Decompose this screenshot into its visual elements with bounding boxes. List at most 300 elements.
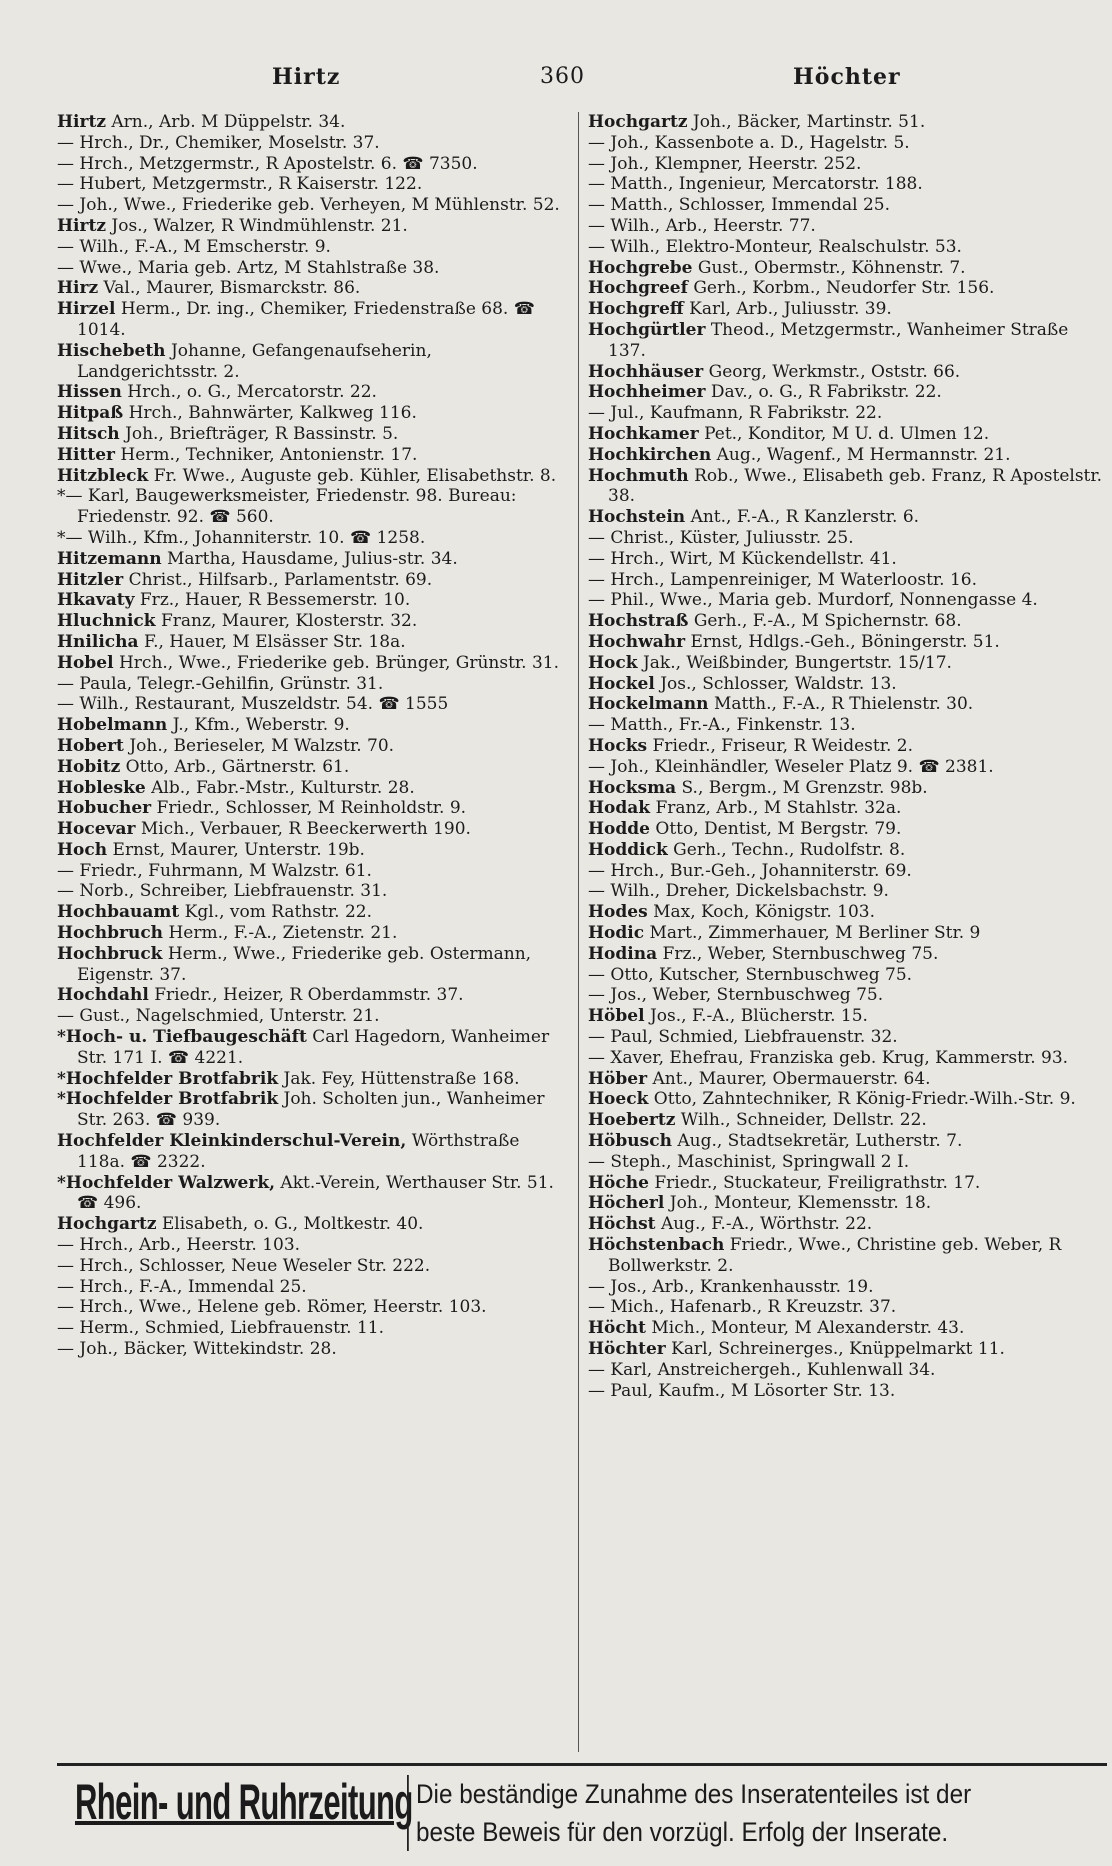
entry-details: — Joh., Bäcker, Wittekindstr. 28. [57, 1339, 337, 1360]
directory-entry [588, 216, 1108, 237]
entry-surname: Hodes [588, 902, 648, 923]
entry-surname: Hochbruck [57, 943, 163, 964]
entry-surname: Höcht [588, 1318, 646, 1339]
entry-surname: Hock [588, 652, 638, 673]
entry-details: Dav., o. G., R Fabrikstr. 22. [710, 382, 942, 403]
directory-entry [57, 424, 572, 445]
entry-details: — Herm., Schmied, Liebfrauenstr. 11. [57, 1318, 385, 1339]
directory-entry [588, 528, 1108, 549]
entry-surname: Hochdahl [57, 985, 149, 1006]
entry-surname: Hocks [588, 735, 648, 756]
entry-surname: Höchter [588, 1339, 666, 1360]
directory-entry [588, 382, 1108, 403]
entry-details: — Wilh., Arb., Heerstr. 77. [588, 215, 816, 236]
entry-surname: *Hochfelder Brotfabrik [57, 1068, 279, 1089]
entry-details: Aug., Stadtsekretär, Lutherstr. 7. [677, 1131, 963, 1152]
ad-brand: Rhein- und Ruhrzeitung [75, 1774, 413, 1830]
directory-entry [588, 819, 1108, 840]
directory-entry [57, 611, 572, 632]
entry-details: Franz, Arb., M Stahlstr. 32a. [655, 798, 902, 819]
directory-entry [57, 1318, 572, 1339]
header-left-keyword: Hirtz [272, 64, 341, 90]
directory-entry [57, 549, 572, 570]
directory-entry [57, 632, 572, 653]
entry-details: Georg, Werkmstr., Oststr. 66. [708, 361, 961, 382]
directory-entry [588, 861, 1108, 882]
directory-entry [57, 736, 572, 757]
entry-details: Mich., Monteur, M Alexanderstr. 43. [651, 1318, 965, 1339]
entry-details: — Paul, Schmied, Liebfrauenstr. 32. [588, 1027, 898, 1048]
directory-entry [57, 674, 572, 695]
entry-surname: Hobitz [57, 756, 121, 777]
entry-details: F., Hauer, M Elsässer Str. 18a. [143, 631, 406, 652]
entry-surname: Hodak [588, 798, 651, 819]
directory-entry [57, 902, 572, 923]
entry-details: Val., Maurer, Bismarckstr. 86. [103, 278, 361, 299]
directory-entry [57, 1173, 572, 1215]
entry-surname: Höber [588, 1068, 648, 1089]
ad-line-1: Die beständige Zunahme des Inseratenteiles ist der [416, 1779, 972, 1809]
directory-entry [588, 1381, 1108, 1402]
directory-entry [57, 715, 572, 736]
entry-details: — Paul, Kaufm., M Lösorter Str. 13. [588, 1380, 896, 1401]
directory-entry [57, 341, 572, 383]
entry-surname: Hobelmann [57, 715, 168, 736]
directory-entry [57, 174, 572, 195]
entry-details: Aug., Wagenf., M Hermannstr. 21. [716, 444, 1011, 465]
entry-details: Ernst, Hdlgs.-Geh., Böningerstr. 51. [690, 631, 1000, 652]
directory-entry [588, 466, 1108, 508]
entry-surname: Hocevar [57, 819, 136, 840]
directory-entry [57, 1256, 572, 1277]
entry-details: Pet., Konditor, M U. d. Ulmen 12. [704, 423, 990, 444]
directory-entry [588, 1152, 1108, 1173]
directory-entry [57, 445, 572, 466]
entry-details: Wilh., Schneider, Dellstr. 22. [680, 1110, 927, 1131]
entry-details: — Hrch., Dr., Chemiker, Moselstr. 37. [57, 132, 380, 153]
directory-entry [57, 258, 572, 279]
entry-surname: *Hochfelder Walzwerk, [57, 1172, 276, 1193]
directory-entry [588, 985, 1108, 1006]
directory-entry [588, 133, 1108, 154]
entry-surname: Hirtz [57, 112, 106, 132]
entry-surname: Hochbauamt [57, 902, 180, 923]
directory-entry [588, 1277, 1108, 1298]
entry-details: — Mich., Hafenarb., R Kreuzstr. 37. [588, 1297, 897, 1318]
directory-entry [57, 278, 572, 299]
directory-entry [588, 736, 1108, 757]
directory-entry [57, 590, 572, 611]
directory-entry [588, 1089, 1108, 1110]
entry-details: Kgl., vom Rathstr. 22. [184, 902, 372, 923]
entry-surname: Hochstein [588, 507, 686, 528]
entry-details: Frz., Hauer, R Bessemerstr. 10. [139, 590, 411, 611]
entry-surname: Hochgrebe [588, 257, 693, 278]
entry-surname: *Hochfelder Brotfabrik [57, 1089, 279, 1110]
directory-entry [57, 694, 572, 715]
entry-details: Matth., F.-A., R Thielenstr. 30. [713, 694, 974, 715]
directory-entry [588, 362, 1108, 383]
entry-details: — Norb., Schreiber, Liebfrauenstr. 31. [57, 881, 388, 902]
entry-details: Herm., Wwe., Friederike geb. Ostermann, Eigenstr. 37. [77, 943, 532, 985]
directory-entry [588, 507, 1108, 528]
entry-surname: Hirzel [57, 299, 116, 320]
entry-details: S., Bergm., M Grenzstr. 98b. [681, 777, 928, 798]
directory-entry [588, 112, 1108, 133]
directory-entry [588, 1297, 1108, 1318]
entry-details: — Joh., Kleinhändler, Weseler Platz 9. ☎ 2381. [588, 756, 994, 777]
entry-surname: Hirtz [57, 215, 106, 236]
entry-surname: Hochgreef [588, 278, 688, 299]
entry-surname: Hnilicha [57, 631, 139, 652]
entry-details: Friedr., Wwe., Christine geb. Weber, R Bollwerkstr. 2. [608, 1235, 1062, 1276]
directory-entry [57, 923, 572, 944]
directory-entry [588, 632, 1108, 653]
directory-entry [588, 570, 1108, 591]
entry-details: Carl Hagedorn, Wanheimer Str. 171 I. ☎ 4221. [77, 1027, 550, 1068]
entry-details: Jak., Weißbinder, Bungertstr. 15/17. [642, 652, 952, 673]
entry-details: — Wilh., Restaurant, Muszeldstr. 54. ☎ 1555 [57, 694, 449, 715]
entry-details: — Steph., Maschinist, Springwall 2 I. [588, 1151, 910, 1172]
entry-details: Friedr., Heizer, R Oberdammstr. 37. [154, 985, 464, 1006]
directory-entry [57, 1297, 572, 1318]
entry-surname: Hochhäuser [588, 361, 704, 382]
entry-details: Christ., Hilfsarb., Parlamentstr. 69. [128, 569, 433, 590]
entry-details: — Hrch., Schlosser, Neue Weseler Str. 222. [57, 1255, 431, 1276]
entry-details: Elisabeth, o. G., Moltkestr. 40. [161, 1214, 424, 1235]
entry-surname: Hochkirchen [588, 444, 712, 465]
entry-surname: Hoch [57, 839, 108, 860]
directory-entry [57, 466, 572, 487]
entry-details: Friedr., Stuckateur, Freiligrathstr. 17. [654, 1172, 981, 1193]
entry-details: Karl, Arb., Juliusstr. 39. [689, 299, 892, 320]
directory-entry [588, 549, 1108, 570]
entry-details: — Friedr., Fuhrmann, M Walzstr. 61. [57, 860, 372, 881]
entry-details: — Gust., Nagelschmied, Unterstr. 21. [57, 1006, 380, 1027]
entry-surname: Höbusch [588, 1131, 672, 1152]
entry-details: — Jos., Weber, Sternbuschweg 75. [588, 985, 884, 1006]
entry-details: — Wilh., Dreher, Dickelsbachstr. 9. [588, 881, 889, 902]
entry-details: — Matth., Fr.-A., Finkenstr. 13. [588, 715, 856, 736]
directory-entry [588, 694, 1108, 715]
directory-entry [588, 154, 1108, 175]
directory-entry [588, 1339, 1108, 1360]
entry-surname: Hobel [57, 652, 114, 673]
directory-entry [57, 1027, 572, 1069]
ad-top-rule [57, 1763, 1107, 1766]
directory-entry [588, 445, 1108, 466]
directory-entry [57, 195, 572, 216]
entry-details: Ant., F.-A., R Kanzlerstr. 6. [690, 507, 920, 528]
right-column [588, 112, 1108, 1401]
entry-details: Fr. Wwe., Auguste geb. Kühler, Elisabethstr. 8. [153, 465, 557, 486]
entry-details: — Christ., Küster, Juliusstr. 25. [588, 527, 854, 548]
entry-details: Rob., Wwe., Elisabeth geb. Franz, R Apostelstr. 38. [608, 465, 1103, 507]
entry-surname: Hoeck [588, 1089, 649, 1110]
entry-surname: Hochgartz [57, 1214, 157, 1235]
entry-details: Jos., Schlosser, Waldstr. 13. [660, 673, 897, 694]
entry-details: — Karl, Anstreichergeh., Kuhlenwall 34. [588, 1359, 936, 1380]
directory-entry [57, 154, 572, 175]
entry-surname: *Hoch- u. Tiefbaugeschäft [57, 1027, 307, 1048]
directory-entry [588, 653, 1108, 674]
entry-details: — Jul., Kaufmann, R Fabrikstr. 22. [588, 403, 883, 424]
entry-details: — Hrch., Metzgermstr., R Apostelstr. 6. ☎ 7350. [57, 153, 478, 174]
ad-line-2: beste Beweis für den vorzügl. Erfolg der Inserate. [416, 1817, 949, 1847]
entry-surname: Hitzbleck [57, 465, 149, 486]
entry-details: Jak. Fey, Hüttenstraße 168. [283, 1068, 520, 1089]
entry-details: Gerh., Techn., Rudolfstr. 8. [673, 839, 906, 860]
entry-details: Hrch., o. G., Mercatorstr. 22. [127, 382, 377, 403]
entry-details: — Matth., Schlosser, Immendal 25. [588, 195, 890, 216]
directory-entry [588, 424, 1108, 445]
entry-details: Jos., F.-A., Blücherstr. 15. [649, 1006, 868, 1027]
directory-entry [57, 1235, 572, 1256]
directory-entry [57, 403, 572, 424]
entry-details: Herm., Techniker, Antonienstr. 17. [120, 444, 418, 465]
directory-entry [588, 1193, 1108, 1214]
directory-entry [57, 757, 572, 778]
entry-details: — Hrch., Lampenreiniger, M Waterloostr. 16. [588, 569, 978, 590]
directory-entry [588, 965, 1108, 986]
entry-surname: Höbel [588, 1006, 645, 1027]
entry-surname: Hluchnick [57, 611, 156, 632]
directory-entry [588, 1214, 1108, 1235]
directory-entry [57, 528, 572, 549]
entry-surname: Hodde [588, 819, 650, 840]
entry-details: Hrch., Bahnwärter, Kalkweg 116. [128, 403, 417, 424]
entry-details: Hrch., Wwe., Friederike geb. Brünger, Grünstr. 31. [118, 652, 560, 673]
entry-surname: Hockelmann [588, 694, 709, 715]
entry-details: — Hrch., Wwe., Helene geb. Römer, Heerstr. 103. [57, 1297, 487, 1318]
entry-details: Arn., Arb. M Düppelstr. 34. [111, 112, 346, 132]
directory-entry [588, 1131, 1108, 1152]
directory-entry [57, 819, 572, 840]
entry-details: Martha, Hausdame, Julius-str. 34. [166, 548, 458, 569]
entry-details: — Phil., Wwe., Maria geb. Murdorf, Nonnengasse 4. [588, 590, 1038, 611]
entry-surname: Hitpaß [57, 403, 124, 424]
directory-entry [588, 757, 1108, 778]
entry-details: Joh., Berieseler, M Walzstr. 70. [129, 735, 395, 756]
directory-entry [588, 1235, 1108, 1277]
entry-details: Ernst, Maurer, Unterstr. 19b. [112, 839, 365, 860]
entry-details: — Joh., Klempner, Heerstr. 252. [588, 153, 862, 174]
entry-details: Frz., Weber, Sternbuschweg 75. [662, 943, 939, 964]
entry-details: — Hrch., Arb., Heerstr. 103. [57, 1235, 301, 1256]
entry-details: Franz, Maurer, Klosterstr. 32. [160, 611, 418, 632]
directory-entry [588, 320, 1108, 362]
entry-surname: Hirz [57, 278, 99, 299]
entry-surname: Hochmuth [588, 465, 689, 486]
entry-details: — Hrch., Wirt, M Kückendellstr. 41. [588, 548, 897, 569]
directory-entry [57, 1006, 572, 1027]
directory-entry [588, 1048, 1108, 1069]
entry-surname: Hochgürtler [588, 319, 706, 340]
directory-entry [588, 590, 1108, 611]
directory-entry [57, 861, 572, 882]
entry-surname: Höche [588, 1172, 649, 1193]
entry-surname: Hitzemann [57, 548, 162, 569]
directory-entry [57, 944, 572, 986]
entry-details: Jos., Walzer, R Windmühlenstr. 21. [111, 215, 408, 236]
directory-entry [57, 112, 572, 133]
entry-surname: Hochgartz [588, 112, 688, 132]
directory-entry [57, 1214, 572, 1235]
directory-entry [588, 1069, 1108, 1090]
entry-details: Gust., Obermstr., Köhnenstr. 7. [697, 257, 966, 278]
entry-surname: Hoebertz [588, 1110, 676, 1131]
directory-entry [588, 278, 1108, 299]
directory-entry [588, 174, 1108, 195]
entry-surname: Hkavaty [57, 590, 135, 611]
entry-surname: Hobleske [57, 777, 146, 798]
entry-surname: Hocksma [588, 777, 677, 798]
entry-details: Herm., Dr. ing., Chemiker, Friedenstraße 68. ☎ 1014. [77, 299, 535, 340]
directory-entry [588, 1006, 1108, 1027]
directory-entry [588, 923, 1108, 944]
directory-entry [57, 299, 572, 341]
entry-surname: Hochheimer [588, 382, 706, 403]
advertisement-banner [57, 1763, 1107, 1855]
directory-entry [588, 715, 1108, 736]
entry-details: — Jos., Arb., Krankenhausstr. 19. [588, 1276, 874, 1297]
directory-entry [588, 881, 1108, 902]
directory-entry [57, 1089, 572, 1131]
entry-details: *— Karl, Baugewerksmeister, Friedenstr. 98. Bureau: Friedenstr. 92. ☎ 560. [57, 486, 517, 528]
directory-entry [588, 1110, 1108, 1131]
entry-details: J., Kfm., Weberstr. 9. [172, 715, 350, 736]
entry-details: — Wwe., Maria geb. Artz, M Stahlstraße 38. [57, 257, 440, 278]
directory-entry [57, 1339, 572, 1360]
entry-details: Joh., Bäcker, Martinstr. 51. [692, 112, 926, 132]
entry-details: Herm., F.-A., Zietenstr. 21. [168, 923, 398, 944]
directory-entry [588, 611, 1108, 632]
directory-entry [588, 1027, 1108, 1048]
entry-surname: Hochfelder Kleinkinderschul-Verein, [57, 1131, 407, 1152]
entry-details: — Joh., Kassenbote a. D., Hagelstr. 5. [588, 132, 910, 153]
entry-details: — Xaver, Ehefrau, Franziska geb. Krug, Kammerstr. 93. [588, 1047, 1069, 1068]
directory-entry [57, 382, 572, 403]
entry-details: — Hubert, Metzgermstr., R Kaiserstr. 122. [57, 174, 423, 195]
entry-details: Ant., Maurer, Obermauerstr. 64. [652, 1068, 931, 1089]
entry-details: *— Wilh., Kfm., Johanniterstr. 10. ☎ 1258. [57, 527, 426, 548]
entry-details: — Paula, Telegr.-Gehilfin, Grünstr. 31. [57, 673, 384, 694]
directory-entry [588, 195, 1108, 216]
entry-details: Max, Koch, Königstr. 103. [653, 902, 876, 923]
entry-details: Gerh., F.-A., M Spichernstr. 68. [693, 611, 962, 632]
entry-surname: Hodic [588, 923, 645, 944]
directory-entry [57, 486, 572, 528]
entry-surname: Hochstraß [588, 611, 689, 632]
directory-entry [57, 133, 572, 154]
entry-details: — Matth., Ingenieur, Mercatorstr. 188. [588, 174, 923, 195]
directory-entry [57, 798, 572, 819]
entry-surname: Hissen [57, 382, 122, 403]
directory-entry [588, 902, 1108, 923]
left-column [57, 112, 572, 1360]
entry-surname: Höchstenbach [588, 1235, 725, 1256]
directory-entry [57, 570, 572, 591]
entry-details: Akt.-Verein, Werthauser Str. 51. ☎ 496. [77, 1172, 554, 1214]
entry-surname: Hitter [57, 444, 115, 465]
entry-details: Wörthstraße 118a. ☎ 2322. [77, 1131, 520, 1172]
entry-details: Otto, Arb., Gärtnerstr. 61. [125, 756, 350, 777]
directory-entry [57, 778, 572, 799]
entry-details: — Otto, Kutscher, Sternbuschweg 75. [588, 964, 913, 985]
directory-entry [57, 1277, 572, 1298]
entry-details: Theod., Metzgermstr., Wanheimer Straße 137. [608, 319, 1069, 361]
directory-entry [588, 403, 1108, 424]
entry-details: Karl, Schreinerges., Knüppelmarkt 11. [671, 1339, 1005, 1360]
directory-entry [588, 1360, 1108, 1381]
directory-entry [57, 1069, 572, 1090]
entry-details: Joh. Scholten jun., Wanheimer Str. 263. ☎ 939. [77, 1089, 545, 1131]
directory-entry [57, 985, 572, 1006]
directory-entry [588, 840, 1108, 861]
entry-surname: Hockel [588, 673, 655, 694]
directory-entry [57, 1131, 572, 1173]
entry-details: Aug., F.-A., Wörthstr. 22. [660, 1214, 873, 1235]
directory-entry [57, 840, 572, 861]
directory-entry [588, 258, 1108, 279]
entry-details: Gerh., Korbm., Neudorfer Str. 156. [693, 278, 995, 299]
column-divider [578, 112, 579, 1752]
entry-details: Mich., Verbauer, R Beeckerwerth 190. [140, 819, 471, 840]
entry-details: Otto, Dentist, M Bergstr. 79. [655, 819, 902, 840]
directory-entry [588, 944, 1108, 965]
directory-entry [588, 237, 1108, 258]
entry-surname: Hischebeth [57, 340, 166, 361]
entry-surname: Hochgreff [588, 299, 684, 320]
directory-entry [588, 299, 1108, 320]
directory-entry [57, 216, 572, 237]
entry-details: Alb., Fabr.-Mstr., Kulturstr. 28. [151, 777, 415, 798]
entry-surname: Höcherl [588, 1193, 665, 1214]
ad-text [407, 1775, 1046, 1851]
entry-surname: Hobert [57, 735, 124, 756]
page-number: 360 [540, 64, 585, 89]
entry-details: — Joh., Wwe., Friederike geb. Verheyen, M Mühlenstr. 52. [57, 195, 560, 216]
directory-entry [588, 1173, 1108, 1194]
entry-surname: Hitzler [57, 569, 124, 590]
entry-details: — Hrch., Bur.-Geh., Johanniterstr. 69. [588, 860, 912, 881]
entry-details: Johanne, Gefangenaufseherin, Landgerichtsstr. 2. [77, 340, 432, 382]
entry-surname: Hobucher [57, 798, 152, 819]
entry-details: — Hrch., F.-A., Immendal 25. [57, 1276, 307, 1297]
entry-surname: Hitsch [57, 423, 120, 444]
header-right-keyword: Höchter [793, 64, 901, 90]
entry-details: Mart., Zimmerhauer, M Berliner Str. 9 [649, 923, 981, 944]
directory-entry [588, 674, 1108, 695]
entry-details: Otto, Zahntechniker, R König-Friedr.-Wilh.-Str. 9. [653, 1089, 1076, 1110]
entry-details: Joh., Briefträger, R Bassinstr. 5. [125, 423, 399, 444]
entry-surname: Hochkamer [588, 423, 699, 444]
entry-surname: Höchst [588, 1214, 656, 1235]
directory-entry [57, 881, 572, 902]
entry-surname: Hochbruch [57, 923, 164, 944]
entry-details: Joh., Monteur, Klemensstr. 18. [669, 1193, 932, 1214]
directory-entry [57, 237, 572, 258]
directory-entry [588, 798, 1108, 819]
entry-details: — Wilh., F.-A., M Emscherstr. 9. [57, 236, 331, 257]
directory-entry [588, 1318, 1108, 1339]
directory-entry [588, 778, 1108, 799]
entry-surname: Hochwahr [588, 631, 686, 652]
entry-surname: Hodina [588, 943, 658, 964]
entry-surname: Hoddick [588, 839, 668, 860]
entry-details: Friedr., Schlosser, M Reinholdstr. 9. [156, 798, 467, 819]
entry-details: Friedr., Friseur, R Weidestr. 2. [652, 735, 914, 756]
